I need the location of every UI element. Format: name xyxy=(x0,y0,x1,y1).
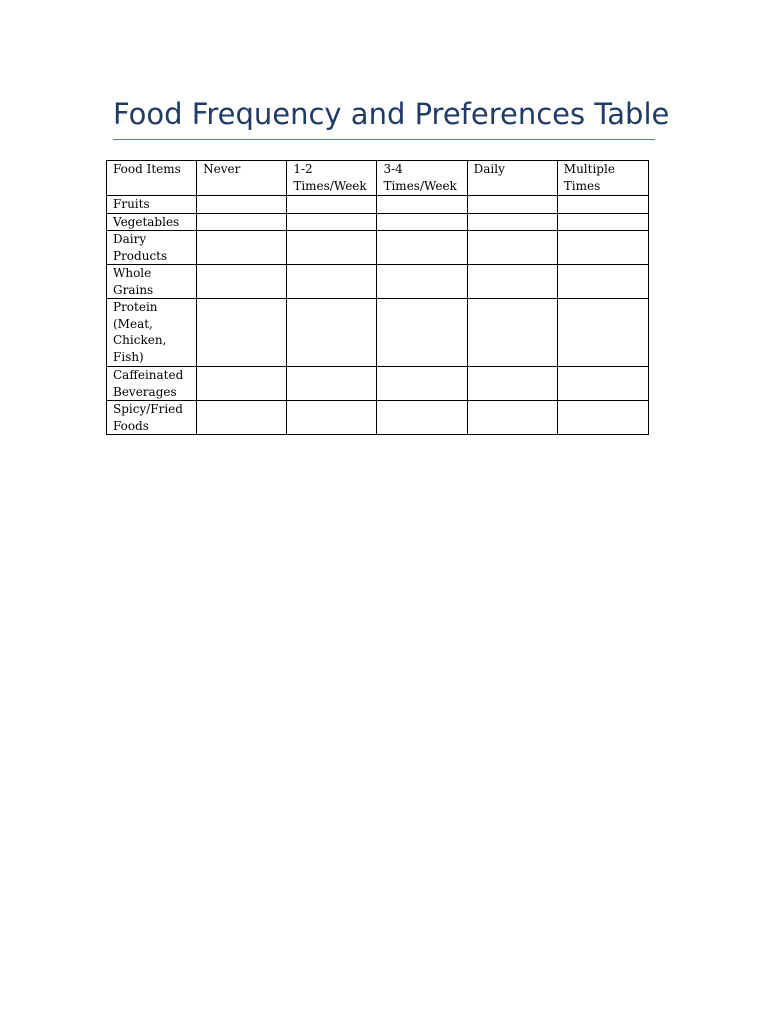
table-cell xyxy=(197,213,287,231)
table-cell xyxy=(557,231,648,265)
table-cell xyxy=(377,401,467,435)
table-cell xyxy=(377,367,467,401)
row-label-line: Foods xyxy=(113,418,149,433)
table-cell xyxy=(287,299,377,367)
table-row xyxy=(107,231,649,265)
table-cell xyxy=(287,401,377,435)
table-cell xyxy=(467,213,557,231)
table-cell xyxy=(467,231,557,265)
food-frequency-table xyxy=(106,160,649,435)
table-cell xyxy=(377,213,467,231)
header-line: Times/Week xyxy=(293,178,367,193)
row-label-line: Protein xyxy=(113,300,158,314)
table-cell xyxy=(557,299,648,367)
table-cell xyxy=(557,213,648,231)
table-cell xyxy=(467,265,557,299)
header-line: 1-2 xyxy=(293,162,313,176)
table-cell xyxy=(467,196,557,214)
header-line: Multiple xyxy=(563,162,615,176)
row-label-whole-grains xyxy=(107,265,197,299)
table-cell xyxy=(377,265,467,299)
table-row xyxy=(107,196,649,214)
table-cell xyxy=(197,299,287,367)
header-line: Times xyxy=(563,178,601,193)
table-cell xyxy=(197,231,287,265)
row-label-fruits xyxy=(107,196,197,214)
table-cell xyxy=(467,299,557,367)
table-row xyxy=(107,265,649,299)
table-cell xyxy=(557,265,648,299)
header-multiple-times xyxy=(557,161,648,196)
row-label-line: Vegetables xyxy=(113,214,180,229)
header-daily xyxy=(467,161,557,196)
table-cell xyxy=(287,265,377,299)
table-cell xyxy=(557,401,648,435)
header-line: Never xyxy=(203,162,241,176)
row-label-line: Chicken, xyxy=(113,333,167,347)
table-row xyxy=(107,401,649,435)
table-cell xyxy=(287,367,377,401)
row-label-line: Dairy xyxy=(113,232,147,246)
table-cell xyxy=(467,401,557,435)
row-label-line: Products xyxy=(113,248,168,263)
table-row xyxy=(107,367,649,401)
table-cell xyxy=(557,367,648,401)
header-line: 3-4 xyxy=(383,162,403,176)
header-line: Food Items xyxy=(113,162,181,176)
table-cell xyxy=(197,265,287,299)
header-1-2-times-week xyxy=(287,161,377,196)
table-cell xyxy=(287,196,377,214)
table-row xyxy=(107,299,649,367)
title-underline xyxy=(113,139,655,140)
header-3-4-times-week xyxy=(377,161,467,196)
row-label-spicy-fried-foods xyxy=(107,401,197,435)
table-header-row xyxy=(107,161,649,196)
header-food-items xyxy=(107,161,197,196)
row-label-line: Caffeinated xyxy=(113,368,184,382)
table-cell xyxy=(287,213,377,231)
table-cell xyxy=(287,231,377,265)
row-label-line: Fish) xyxy=(113,349,144,364)
table-cell xyxy=(467,367,557,401)
table-cell xyxy=(197,367,287,401)
row-label-line: Spicy/Fried xyxy=(113,402,183,416)
table-cell xyxy=(377,231,467,265)
row-label-dairy-products xyxy=(107,231,197,265)
table-cell xyxy=(557,196,648,214)
row-label-caffeinated-beverages xyxy=(107,367,197,401)
row-label-line: (Meat, xyxy=(113,316,153,331)
row-label-line: Beverages xyxy=(113,384,177,399)
table-cell xyxy=(197,196,287,214)
header-never xyxy=(197,161,287,196)
row-label-protein xyxy=(107,299,197,367)
table-cell xyxy=(377,299,467,367)
table-cell xyxy=(197,401,287,435)
page-title: Food Frequency and Preferences Table xyxy=(113,97,670,131)
table-row xyxy=(107,213,649,231)
row-label-vegetables xyxy=(107,213,197,231)
row-label-line: Fruits xyxy=(113,197,150,211)
header-line: Daily xyxy=(473,162,505,176)
row-label-line: Grains xyxy=(113,282,154,297)
row-label-line: Whole xyxy=(113,266,152,280)
header-line: Times/Week xyxy=(383,178,457,193)
table-cell xyxy=(377,196,467,214)
